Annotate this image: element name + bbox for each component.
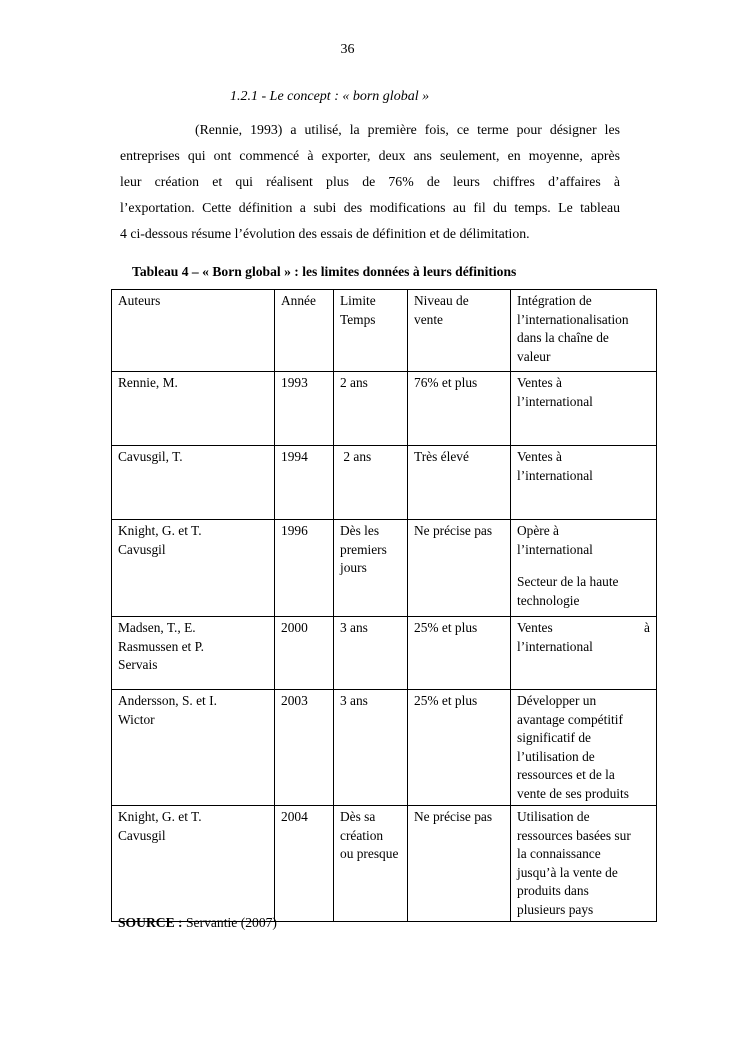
cell-annee: 2003 bbox=[275, 690, 334, 806]
cell-annee: 2000 bbox=[275, 617, 334, 690]
cell-auteur: Rennie, M. bbox=[112, 372, 275, 446]
cell-niveau: 25% et plus bbox=[408, 690, 511, 806]
paragraph-line-5: 4 ci-dessous résume l’évolution des essais de définition et de délimitation. bbox=[120, 226, 530, 241]
cell-annee: 1996 bbox=[275, 520, 334, 617]
cell-auteur: Cavusgil, T. bbox=[112, 446, 275, 520]
cell-annee: 2004 bbox=[275, 806, 334, 922]
source-label: SOURCE : bbox=[118, 915, 183, 930]
cell-limite: 2 ans bbox=[334, 446, 408, 520]
cell-auteur: Knight, G. et T. Cavusgil bbox=[112, 520, 275, 617]
paragraph-line-4: l’exportation. Cette définition a subi des modifications au fil du temps. Le tableau bbox=[120, 200, 620, 215]
table-header-row bbox=[112, 290, 657, 372]
table-row bbox=[112, 617, 657, 690]
cell-integration: Développer un avantage compétitif significatif de l’utilisation de ressources et de la vente de ses produits bbox=[511, 690, 657, 806]
cell-integration: Ventes à l’international bbox=[511, 446, 657, 520]
table-row bbox=[112, 446, 657, 520]
source-note bbox=[118, 915, 277, 931]
cell-integration: Opère à l’international Secteur de la haute technologie bbox=[511, 520, 657, 617]
cell-annee: 1993 bbox=[275, 372, 334, 446]
table-row bbox=[112, 520, 657, 617]
cell-auteur: Knight, G. et T. Cavusgil bbox=[112, 806, 275, 922]
cell-auteur: Andersson, S. et I. Wictor bbox=[112, 690, 275, 806]
table-row bbox=[112, 806, 657, 922]
table-caption: Tableau 4 – « Born global » : les limites données à leurs définitions bbox=[132, 264, 517, 279]
cell-auteur: Madsen, T., E. Rasmussen et P. Servais bbox=[112, 617, 275, 690]
born-global-table bbox=[111, 289, 657, 922]
cell-niveau: Ne précise pas bbox=[408, 520, 511, 617]
table-row bbox=[112, 372, 657, 446]
cell-integration: Ventes à l’international bbox=[511, 372, 657, 446]
header-integration: Intégration de l’internationalisation dans la chaîne de valeur bbox=[511, 290, 657, 372]
section-title: 1.2.1 - Le concept : « born global » bbox=[230, 89, 430, 104]
cell-annee: 1994 bbox=[275, 446, 334, 520]
cell-limite: 3 ans bbox=[334, 690, 408, 806]
header-niveau: Niveau de vente bbox=[408, 290, 511, 372]
source-value: Servantie (2007) bbox=[182, 915, 277, 930]
header-limite: Limite Temps bbox=[334, 290, 408, 372]
table-row bbox=[112, 690, 657, 806]
paragraph-line-3: leur création et qui réalisent plus de 76% de leurs chiffres d’affaires à bbox=[120, 174, 620, 189]
page-number: 36 bbox=[340, 42, 355, 57]
cell-integration: Ventes à l’international bbox=[511, 617, 657, 690]
cell-limite: 2 ans bbox=[334, 372, 408, 446]
cell-limite: Dès sa création ou presque bbox=[334, 806, 408, 922]
cell-integration: Utilisation de ressources basées sur la connaissance jusqu’à la vente de produits dans plusieurs pays bbox=[511, 806, 657, 922]
header-auteurs: Auteurs bbox=[112, 290, 275, 372]
cell-limite: 3 ans bbox=[334, 617, 408, 690]
header-annee: Année bbox=[275, 290, 334, 372]
cell-niveau: Ne précise pas bbox=[408, 806, 511, 922]
paragraph-line-1: (Rennie, 1993) a utilisé, la première fois, ce terme pour désigner les bbox=[195, 122, 620, 137]
cell-niveau: Très élevé bbox=[408, 446, 511, 520]
cell-niveau: 76% et plus bbox=[408, 372, 511, 446]
cell-limite: Dès les premiers jours bbox=[334, 520, 408, 617]
paragraph-line-2: entreprises qui ont commencé à exporter, deux ans seulement, en moyenne, après bbox=[120, 148, 620, 163]
cell-niveau: 25% et plus bbox=[408, 617, 511, 690]
